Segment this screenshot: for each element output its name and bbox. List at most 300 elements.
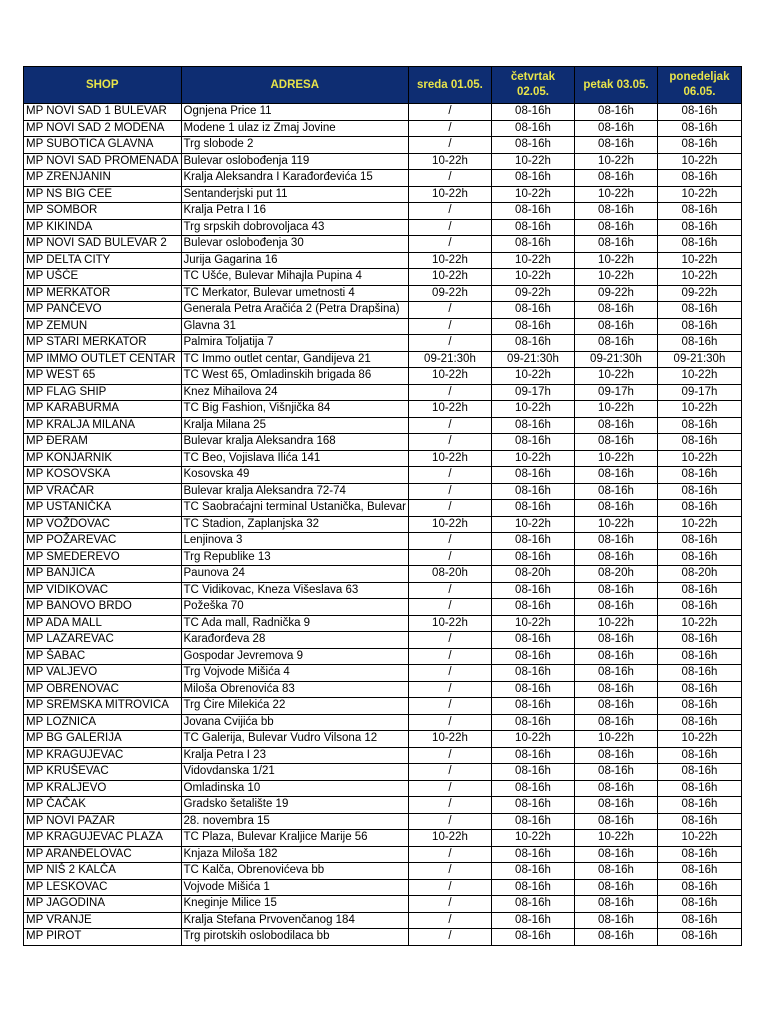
day-2-hours: 10-22h xyxy=(491,368,574,385)
day-4-hours: 10-22h xyxy=(657,516,741,533)
table-row xyxy=(24,269,742,286)
address-cell: TC Saobraćajni terminal Ustanička, Bulevar xyxy=(181,500,408,517)
header-day-4: ponedeljak 06.05. xyxy=(657,67,741,104)
day-3-hours: 09-17h xyxy=(574,384,657,401)
table-header xyxy=(24,67,742,104)
day-4-hours: 08-16h xyxy=(657,120,741,137)
day-4-hours: 08-16h xyxy=(657,236,741,253)
day-4-hours: 08-16h xyxy=(657,780,741,797)
day-4-hours: 08-16h xyxy=(657,417,741,434)
day-3-hours: 10-22h xyxy=(574,731,657,748)
address-cell: Vidovdanska 1/21 xyxy=(181,764,408,781)
day-2-hours: 08-16h xyxy=(491,599,574,616)
header-day-3: petak 03.05. xyxy=(574,67,657,104)
day-2-hours: 10-22h xyxy=(491,186,574,203)
shop-cell: MP ĐERAM xyxy=(24,434,182,451)
day-3-hours: 08-16h xyxy=(574,863,657,880)
day-4-hours: 08-16h xyxy=(657,632,741,649)
address-cell: Trg Vojvode Mišića 4 xyxy=(181,665,408,682)
day-1-hours: / xyxy=(408,434,491,451)
day-2-hours: 08-16h xyxy=(491,648,574,665)
shop-cell: MP KRUŠEVAC xyxy=(24,764,182,781)
table-row xyxy=(24,582,742,599)
table-row xyxy=(24,879,742,896)
header-shop: SHOP xyxy=(24,67,182,104)
shop-cell: MP OBRENOVAC xyxy=(24,681,182,698)
day-3-hours: 08-16h xyxy=(574,797,657,814)
shop-cell: MP KRALJA MILANA xyxy=(24,417,182,434)
day-1-hours: / xyxy=(408,863,491,880)
address-cell: Kralja Milana 25 xyxy=(181,417,408,434)
table-row xyxy=(24,137,742,154)
table-row xyxy=(24,285,742,302)
day-3-hours: 08-16h xyxy=(574,780,657,797)
address-cell: Kralja Stefana Prvovenčanog 184 xyxy=(181,912,408,929)
day-2-hours: 08-16h xyxy=(491,318,574,335)
day-3-hours: 08-16h xyxy=(574,665,657,682)
table-row xyxy=(24,302,742,319)
day-1-hours: / xyxy=(408,846,491,863)
address-cell: Sentanderjski put 11 xyxy=(181,186,408,203)
table-row xyxy=(24,467,742,484)
day-3-hours: 10-22h xyxy=(574,615,657,632)
day-2-hours: 08-16h xyxy=(491,302,574,319)
table-row xyxy=(24,764,742,781)
day-2-hours: 08-16h xyxy=(491,929,574,946)
day-4-hours: 08-16h xyxy=(657,681,741,698)
day-1-hours: 10-22h xyxy=(408,269,491,286)
address-cell: Bulevar kralja Aleksandra 168 xyxy=(181,434,408,451)
table-row xyxy=(24,665,742,682)
day-4-hours: 08-16h xyxy=(657,747,741,764)
day-4-hours: 08-16h xyxy=(657,104,741,121)
table-row xyxy=(24,615,742,632)
shop-cell: MP NOVI SAD 2 MODENA xyxy=(24,120,182,137)
day-3-hours: 10-22h xyxy=(574,830,657,847)
day-2-hours: 08-16h xyxy=(491,665,574,682)
shop-cell: MP LOZNICA xyxy=(24,714,182,731)
day-2-hours: 10-22h xyxy=(491,252,574,269)
address-cell: Gospodar Jevremova 9 xyxy=(181,648,408,665)
day-2-hours: 08-16h xyxy=(491,912,574,929)
day-2-hours: 08-16h xyxy=(491,137,574,154)
table-row xyxy=(24,698,742,715)
shop-cell: MP VOŽDOVAC xyxy=(24,516,182,533)
address-cell: TC Stadion, Zaplanjska 32 xyxy=(181,516,408,533)
address-cell: Palmira Toljatija 7 xyxy=(181,335,408,352)
shop-cell: MP MERKATOR xyxy=(24,285,182,302)
day-2-hours: 08-16h xyxy=(491,500,574,517)
address-cell: TC Ušće, Bulevar Mihajla Pupina 4 xyxy=(181,269,408,286)
day-2-hours: 08-16h xyxy=(491,434,574,451)
shop-cell: MP VIDIKOVAC xyxy=(24,582,182,599)
day-2-hours: 10-22h xyxy=(491,153,574,170)
day-3-hours: 08-16h xyxy=(574,417,657,434)
shop-cell: MP ZEMUN xyxy=(24,318,182,335)
table-row xyxy=(24,813,742,830)
day-2-hours: 08-16h xyxy=(491,467,574,484)
day-3-hours: 08-16h xyxy=(574,318,657,335)
shop-cell: MP PIROT xyxy=(24,929,182,946)
day-1-hours: / xyxy=(408,533,491,550)
day-1-hours: 10-22h xyxy=(408,401,491,418)
day-2-hours: 08-16h xyxy=(491,219,574,236)
day-3-hours: 10-22h xyxy=(574,153,657,170)
table-row xyxy=(24,186,742,203)
table-row xyxy=(24,566,742,583)
day-4-hours: 08-20h xyxy=(657,566,741,583)
table-row xyxy=(24,450,742,467)
day-1-hours: / xyxy=(408,549,491,566)
day-1-hours: / xyxy=(408,648,491,665)
table-row xyxy=(24,599,742,616)
day-1-hours: 10-22h xyxy=(408,368,491,385)
shop-cell: MP BANOVO BRDO xyxy=(24,599,182,616)
shop-cell: MP PANČEVO xyxy=(24,302,182,319)
day-2-hours: 08-16h xyxy=(491,681,574,698)
table-row xyxy=(24,318,742,335)
day-1-hours: / xyxy=(408,912,491,929)
header-row xyxy=(24,67,742,104)
address-cell: TC Beo, Vojislava Ilića 141 xyxy=(181,450,408,467)
day-1-hours: 10-22h xyxy=(408,450,491,467)
day-3-hours: 08-16h xyxy=(574,681,657,698)
shop-cell: MP FLAG SHIP xyxy=(24,384,182,401)
day-3-hours: 08-16h xyxy=(574,203,657,220)
day-1-hours: / xyxy=(408,879,491,896)
day-3-hours: 08-16h xyxy=(574,764,657,781)
address-cell: Jurija Gagarina 16 xyxy=(181,252,408,269)
day-4-hours: 08-16h xyxy=(657,500,741,517)
shop-cell: MP NOVI SAD 1 BULEVAR xyxy=(24,104,182,121)
day-3-hours: 08-16h xyxy=(574,582,657,599)
day-2-hours: 08-16h xyxy=(491,747,574,764)
day-1-hours: / xyxy=(408,137,491,154)
day-3-hours: 09-22h xyxy=(574,285,657,302)
address-cell: Paunova 24 xyxy=(181,566,408,583)
day-3-hours: 08-16h xyxy=(574,879,657,896)
day-1-hours: 10-22h xyxy=(408,615,491,632)
address-cell: Vojvode Mišića 1 xyxy=(181,879,408,896)
day-3-hours: 08-16h xyxy=(574,467,657,484)
day-4-hours: 10-22h xyxy=(657,615,741,632)
shop-cell: MP VRAČAR xyxy=(24,483,182,500)
address-cell: Trg Republike 13 xyxy=(181,549,408,566)
day-4-hours: 08-16h xyxy=(657,929,741,946)
day-3-hours: 08-16h xyxy=(574,714,657,731)
day-1-hours: / xyxy=(408,896,491,913)
day-2-hours: 08-16h xyxy=(491,582,574,599)
day-1-hours: / xyxy=(408,681,491,698)
day-3-hours: 09-21:30h xyxy=(574,351,657,368)
day-4-hours: 10-22h xyxy=(657,252,741,269)
shop-cell: MP ARANĐELOVAC xyxy=(24,846,182,863)
day-3-hours: 08-16h xyxy=(574,335,657,352)
table-row xyxy=(24,153,742,170)
address-cell: TC Big Fashion, Višnjička 84 xyxy=(181,401,408,418)
day-1-hours: / xyxy=(408,120,491,137)
day-1-hours: / xyxy=(408,714,491,731)
shop-cell: MP KRALJEVO xyxy=(24,780,182,797)
shop-cell: MP LAZAREVAC xyxy=(24,632,182,649)
day-1-hours: / xyxy=(408,384,491,401)
table-row xyxy=(24,846,742,863)
day-3-hours: 10-22h xyxy=(574,252,657,269)
address-cell: Kralja Petra I 16 xyxy=(181,203,408,220)
day-2-hours: 08-16h xyxy=(491,549,574,566)
address-cell: Trg srpskih dobrovoljaca 43 xyxy=(181,219,408,236)
day-4-hours: 08-16h xyxy=(657,863,741,880)
day-2-hours: 08-16h xyxy=(491,764,574,781)
shop-cell: MP STARI MERKATOR xyxy=(24,335,182,352)
day-2-hours: 10-22h xyxy=(491,401,574,418)
address-cell: TC Vidikovac, Kneza Višeslava 63 xyxy=(181,582,408,599)
day-3-hours: 10-22h xyxy=(574,368,657,385)
address-cell: Jovana Cvijića bb xyxy=(181,714,408,731)
shop-cell: MP VRANJE xyxy=(24,912,182,929)
day-4-hours: 10-22h xyxy=(657,401,741,418)
day-3-hours: 08-16h xyxy=(574,170,657,187)
day-2-hours: 08-16h xyxy=(491,417,574,434)
day-4-hours: 08-16h xyxy=(657,714,741,731)
day-2-hours: 08-16h xyxy=(491,846,574,863)
day-1-hours: 10-22h xyxy=(408,186,491,203)
day-1-hours: / xyxy=(408,483,491,500)
address-cell: Karađorđeva 28 xyxy=(181,632,408,649)
table-row xyxy=(24,533,742,550)
shop-cell: MP BANJICA xyxy=(24,566,182,583)
day-1-hours: / xyxy=(408,318,491,335)
day-4-hours: 10-22h xyxy=(657,153,741,170)
shop-cell: MP ČAČAK xyxy=(24,797,182,814)
table-row xyxy=(24,351,742,368)
day-4-hours: 08-16h xyxy=(657,797,741,814)
table-row xyxy=(24,830,742,847)
day-3-hours: 08-16h xyxy=(574,120,657,137)
table-body xyxy=(24,104,742,946)
day-1-hours: / xyxy=(408,698,491,715)
day-1-hours: / xyxy=(408,929,491,946)
table-row xyxy=(24,434,742,451)
table-row xyxy=(24,236,742,253)
day-4-hours: 08-16h xyxy=(657,698,741,715)
day-3-hours: 10-22h xyxy=(574,186,657,203)
shop-cell: MP KRAGUJEVAC xyxy=(24,747,182,764)
table-row xyxy=(24,516,742,533)
day-3-hours: 08-16h xyxy=(574,599,657,616)
day-4-hours: 08-16h xyxy=(657,434,741,451)
address-cell: Bulevar oslobođenja 30 xyxy=(181,236,408,253)
day-2-hours: 09-22h xyxy=(491,285,574,302)
table-row xyxy=(24,681,742,698)
day-3-hours: 08-16h xyxy=(574,632,657,649)
shop-cell: MP ŠABAC xyxy=(24,648,182,665)
address-cell: Knez Mihailova 24 xyxy=(181,384,408,401)
day-1-hours: 10-22h xyxy=(408,153,491,170)
table-row xyxy=(24,912,742,929)
address-cell: Generala Petra Aračića 2 (Petra Drapšina) xyxy=(181,302,408,319)
day-1-hours: / xyxy=(408,747,491,764)
address-cell: TC Kalča, Obrenovićeva bb xyxy=(181,863,408,880)
shop-cell: MP KOSOVSKA xyxy=(24,467,182,484)
day-3-hours: 08-16h xyxy=(574,302,657,319)
day-2-hours: 09-21:30h xyxy=(491,351,574,368)
day-3-hours: 08-16h xyxy=(574,483,657,500)
shop-cell: MP KONJARNIK xyxy=(24,450,182,467)
address-cell: Gradsko šetalište 19 xyxy=(181,797,408,814)
day-3-hours: 08-16h xyxy=(574,549,657,566)
day-3-hours: 08-16h xyxy=(574,434,657,451)
day-4-hours: 10-22h xyxy=(657,731,741,748)
day-2-hours: 08-16h xyxy=(491,120,574,137)
table-row xyxy=(24,170,742,187)
table-row xyxy=(24,896,742,913)
day-2-hours: 08-16h xyxy=(491,813,574,830)
day-3-hours: 08-20h xyxy=(574,566,657,583)
shop-cell: MP KRAGUJEVAC PLAZA xyxy=(24,830,182,847)
table-row xyxy=(24,747,742,764)
address-cell: TC Ada mall, Radnička 9 xyxy=(181,615,408,632)
address-cell: Kneginje Milice 15 xyxy=(181,896,408,913)
store-hours-table xyxy=(23,66,742,946)
shop-cell: MP SUBOTICA GLAVNA xyxy=(24,137,182,154)
day-2-hours: 08-16h xyxy=(491,533,574,550)
day-2-hours: 10-22h xyxy=(491,731,574,748)
day-4-hours: 10-22h xyxy=(657,450,741,467)
day-1-hours: / xyxy=(408,236,491,253)
day-3-hours: 08-16h xyxy=(574,648,657,665)
table-row xyxy=(24,863,742,880)
day-4-hours: 08-16h xyxy=(657,170,741,187)
table-row xyxy=(24,219,742,236)
day-4-hours: 09-22h xyxy=(657,285,741,302)
day-2-hours: 08-16h xyxy=(491,483,574,500)
table-row xyxy=(24,368,742,385)
day-4-hours: 10-22h xyxy=(657,368,741,385)
day-1-hours: / xyxy=(408,813,491,830)
day-2-hours: 08-16h xyxy=(491,797,574,814)
shop-cell: MP BG GALERIJA xyxy=(24,731,182,748)
table-row xyxy=(24,203,742,220)
day-4-hours: 10-22h xyxy=(657,269,741,286)
day-4-hours: 08-16h xyxy=(657,879,741,896)
address-cell: Modene 1 ulaz iz Zmaj Jovine xyxy=(181,120,408,137)
day-4-hours: 08-16h xyxy=(657,549,741,566)
day-3-hours: 08-16h xyxy=(574,698,657,715)
day-3-hours: 08-16h xyxy=(574,896,657,913)
shop-cell: MP KIKINDA xyxy=(24,219,182,236)
day-4-hours: 08-16h xyxy=(657,648,741,665)
address-cell: Miloša Obrenovića 83 xyxy=(181,681,408,698)
day-4-hours: 08-16h xyxy=(657,533,741,550)
header-day-2: četvrtak 02.05. xyxy=(491,67,574,104)
shop-cell: MP LESKOVAC xyxy=(24,879,182,896)
address-cell: Bulevar oslobođenja 119 xyxy=(181,153,408,170)
header-day-1: sreda 01.05. xyxy=(408,67,491,104)
address-cell: TC Merkator, Bulevar umetnosti 4 xyxy=(181,285,408,302)
day-1-hours: 10-22h xyxy=(408,252,491,269)
day-2-hours: 08-16h xyxy=(491,632,574,649)
day-2-hours: 08-16h xyxy=(491,863,574,880)
day-3-hours: 08-16h xyxy=(574,747,657,764)
shop-cell: MP NIŠ 2 KALČA xyxy=(24,863,182,880)
day-2-hours: 08-16h xyxy=(491,104,574,121)
day-1-hours: / xyxy=(408,203,491,220)
day-4-hours: 08-16h xyxy=(657,203,741,220)
day-2-hours: 10-22h xyxy=(491,516,574,533)
table-row xyxy=(24,632,742,649)
day-2-hours: 08-16h xyxy=(491,714,574,731)
shop-cell: MP POŽAREVAC xyxy=(24,533,182,550)
address-cell: TC Immo outlet centar, Gandijeva 21 xyxy=(181,351,408,368)
shop-cell: MP NOVI SAD PROMENADA xyxy=(24,153,182,170)
shop-cell: MP USTANIČKA xyxy=(24,500,182,517)
address-cell: Ognjena Price 11 xyxy=(181,104,408,121)
day-4-hours: 08-16h xyxy=(657,483,741,500)
header-adresa: ADRESA xyxy=(181,67,408,104)
table-row xyxy=(24,335,742,352)
day-3-hours: 08-16h xyxy=(574,104,657,121)
day-1-hours: 10-22h xyxy=(408,731,491,748)
shop-cell: MP ZRENJANIN xyxy=(24,170,182,187)
day-2-hours: 08-20h xyxy=(491,566,574,583)
day-3-hours: 10-22h xyxy=(574,401,657,418)
address-cell: TC Plaza, Bulevar Kraljice Marije 56 xyxy=(181,830,408,847)
table-row xyxy=(24,731,742,748)
shop-cell: MP ADA MALL xyxy=(24,615,182,632)
day-1-hours: / xyxy=(408,780,491,797)
day-1-hours: / xyxy=(408,104,491,121)
address-cell: Trg Ćire Milekića 22 xyxy=(181,698,408,715)
day-2-hours: 08-16h xyxy=(491,896,574,913)
day-4-hours: 08-16h xyxy=(657,896,741,913)
day-1-hours: 10-22h xyxy=(408,516,491,533)
day-1-hours: / xyxy=(408,170,491,187)
address-cell: Kralja Petra I 23 xyxy=(181,747,408,764)
address-cell: TC West 65, Omladinskih brigada 86 xyxy=(181,368,408,385)
shop-cell: MP SOMBOR xyxy=(24,203,182,220)
day-1-hours: / xyxy=(408,764,491,781)
address-cell: Glavna 31 xyxy=(181,318,408,335)
day-4-hours: 08-16h xyxy=(657,467,741,484)
shop-cell: MP NS BIG CEE xyxy=(24,186,182,203)
day-1-hours: 10-22h xyxy=(408,830,491,847)
day-2-hours: 10-22h xyxy=(491,615,574,632)
day-1-hours: / xyxy=(408,632,491,649)
day-2-hours: 08-16h xyxy=(491,170,574,187)
table-row xyxy=(24,780,742,797)
day-1-hours: / xyxy=(408,797,491,814)
table-row xyxy=(24,417,742,434)
day-1-hours: / xyxy=(408,582,491,599)
day-3-hours: 08-16h xyxy=(574,929,657,946)
day-4-hours: 08-16h xyxy=(657,599,741,616)
day-3-hours: 10-22h xyxy=(574,516,657,533)
day-4-hours: 08-16h xyxy=(657,665,741,682)
day-2-hours: 08-16h xyxy=(491,236,574,253)
day-2-hours: 08-16h xyxy=(491,698,574,715)
day-1-hours: 09-21:30h xyxy=(408,351,491,368)
day-1-hours: / xyxy=(408,467,491,484)
day-4-hours: 08-16h xyxy=(657,764,741,781)
day-3-hours: 08-16h xyxy=(574,500,657,517)
day-4-hours: 08-16h xyxy=(657,318,741,335)
day-3-hours: 08-16h xyxy=(574,813,657,830)
day-2-hours: 10-22h xyxy=(491,450,574,467)
shop-cell: MP JAGODINA xyxy=(24,896,182,913)
day-1-hours: / xyxy=(408,417,491,434)
day-3-hours: 08-16h xyxy=(574,219,657,236)
